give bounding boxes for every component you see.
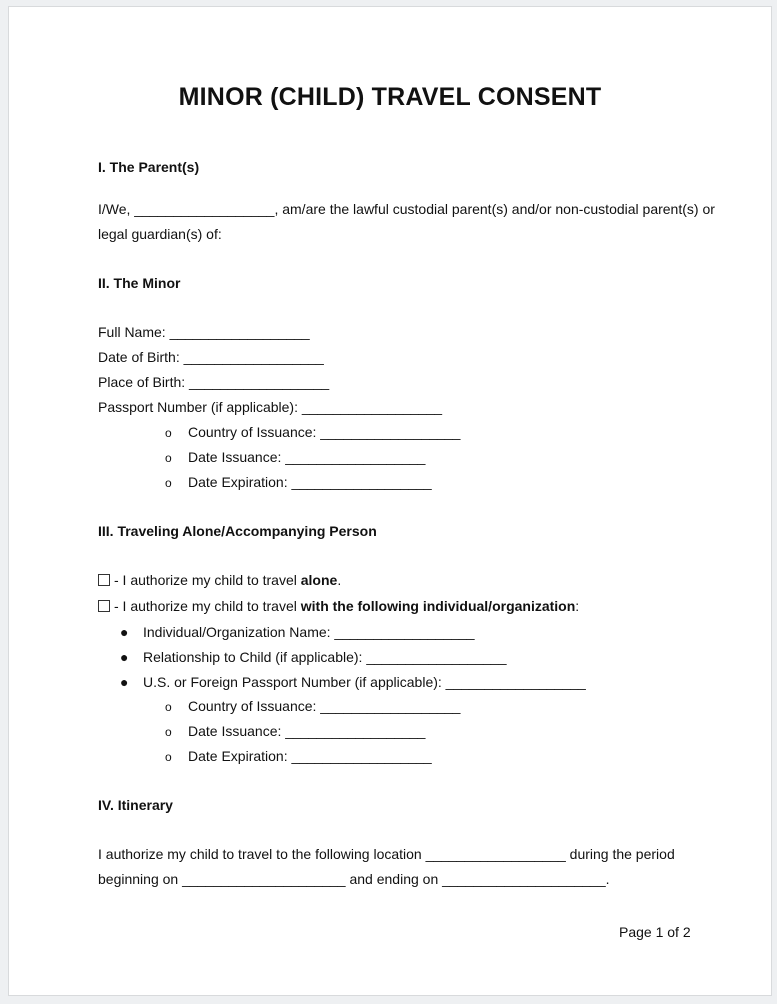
section-heading-minor: II. The Minor: [98, 275, 181, 291]
option-travel-alone: [98, 571, 341, 589]
sub-bullet-marker: o: [165, 750, 172, 764]
field-companion-date-issuance: Date Issuance: __________________: [188, 723, 426, 739]
field-organization-name: Individual/Organization Name: __________________: [143, 624, 475, 640]
field-minor-date-issuance: Date Issuance: __________________: [188, 449, 426, 465]
bullet-marker: ●: [120, 674, 129, 690]
field-place-of-birth: Place of Birth: __________________: [98, 374, 330, 390]
itinerary-line-2: beginning on _____________________ and ending on _____________________.: [98, 871, 610, 887]
option-accompanied-suffix: :: [575, 598, 580, 614]
field-minor-date-expiration: Date Expiration: __________________: [188, 474, 432, 490]
bullet-marker: ●: [120, 649, 129, 665]
sub-bullet-marker: o: [165, 426, 172, 440]
field-date-of-birth: Date of Birth: __________________: [98, 349, 324, 365]
field-passport-number: Passport Number (if applicable): __________________: [98, 399, 443, 415]
field-minor-country-of-issuance: Country of Issuance: __________________: [188, 424, 461, 440]
option-alone-prefix: - I authorize my child to travel: [114, 572, 301, 588]
sub-bullet-marker: o: [165, 476, 172, 490]
section-heading-parents: I. The Parent(s): [98, 159, 200, 175]
parents-statement-line-1: I/We, __________________, am/are the lawful custodial parent(s) and/or non-custodial parent(s) or: [98, 201, 715, 217]
field-relationship-to-child: Relationship to Child (if applicable): __________________: [143, 649, 507, 665]
option-accompanied-bold: with the following individual/organization: [300, 598, 576, 614]
checkbox-travel-alone[interactable]: [98, 574, 110, 586]
field-companion-passport-number: U.S. or Foreign Passport Number (if applicable): __________________: [143, 674, 586, 690]
section-heading-traveling: III. Traveling Alone/Accompanying Person: [98, 523, 377, 539]
parents-statement-line-2: legal guardian(s) of:: [98, 226, 222, 242]
field-companion-date-expiration: Date Expiration: __________________: [188, 748, 432, 764]
page-number: Page 1 of 2: [619, 924, 691, 940]
sub-bullet-marker: o: [165, 700, 172, 714]
sub-bullet-marker: o: [165, 451, 172, 465]
section-heading-itinerary: IV. Itinerary: [98, 797, 173, 813]
option-alone-suffix: .: [337, 572, 342, 588]
option-accompanied-prefix: - I authorize my child to travel: [114, 598, 301, 614]
option-alone-bold: alone: [300, 572, 338, 588]
field-companion-country-of-issuance: Country of Issuance: __________________: [188, 698, 461, 714]
sub-bullet-marker: o: [165, 725, 172, 739]
bullet-marker: ●: [120, 624, 129, 640]
field-full-name: Full Name: __________________: [98, 324, 310, 340]
itinerary-line-1: I authorize my child to travel to the following location __________________ during the period: [98, 846, 675, 862]
checkbox-travel-accompanied[interactable]: [98, 600, 110, 612]
option-travel-accompanied: [98, 597, 579, 615]
document-page: [8, 6, 772, 996]
document-title: MINOR (CHILD) TRAVEL CONSENT: [178, 83, 602, 111]
